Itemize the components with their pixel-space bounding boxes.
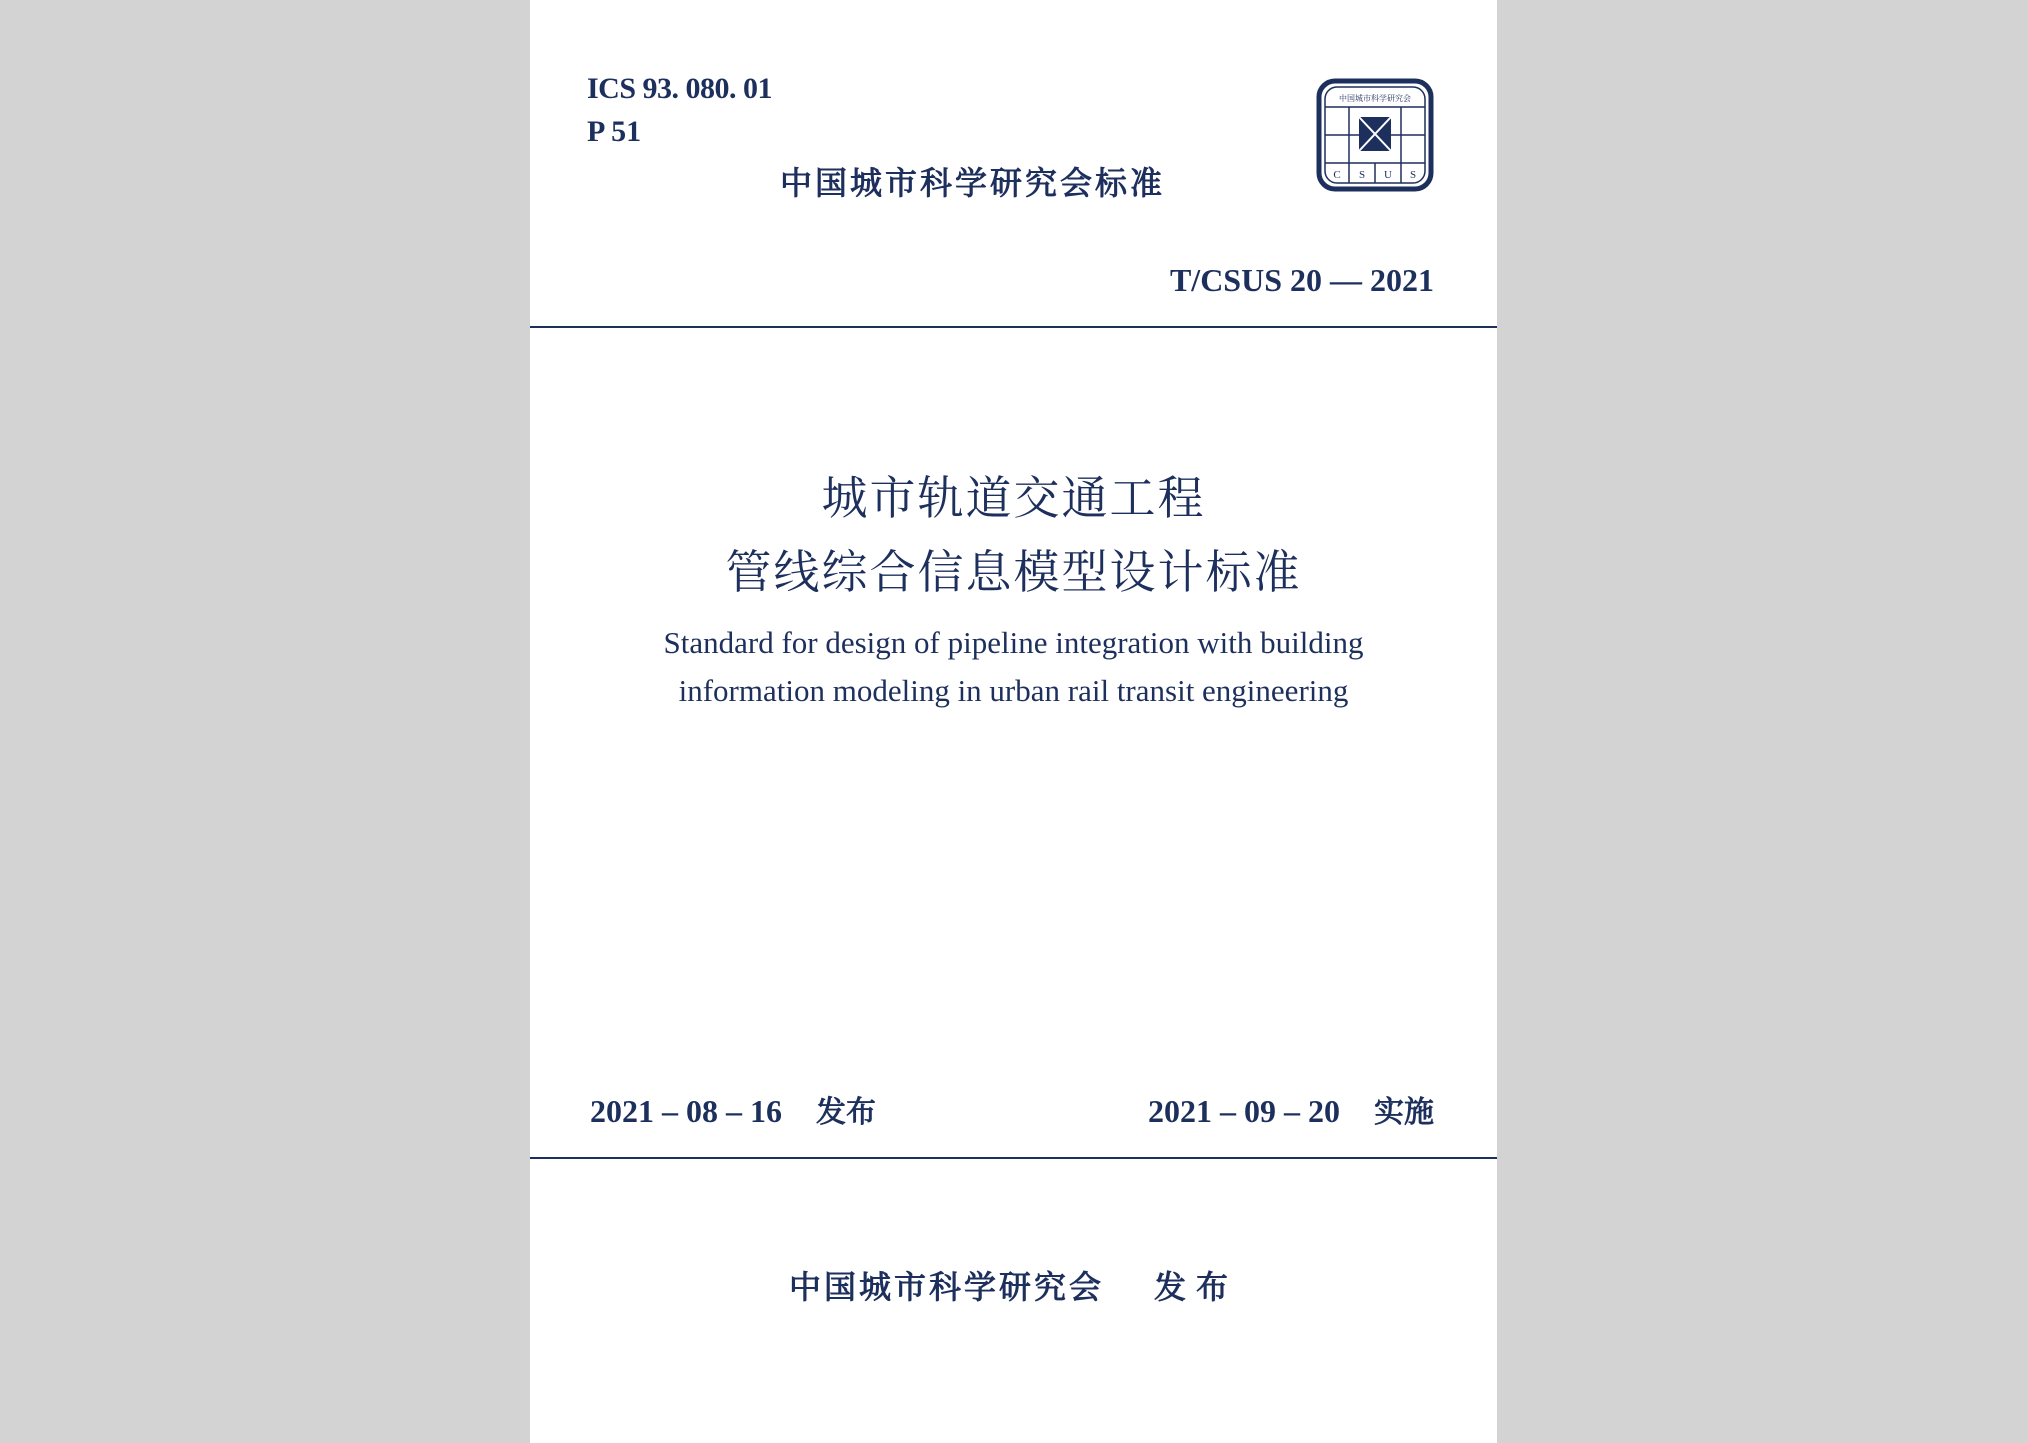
top-divider — [530, 326, 1497, 328]
standard-code: T/CSUS 20 — 2021 — [1169, 262, 1434, 298]
logo-letter-u: U — [1384, 169, 1392, 181]
logo-letter-c: C — [1333, 169, 1341, 181]
title-cn-line2: 管线综合信息模型设计标准 — [725, 545, 1302, 599]
implementation-label: 实施 — [1374, 1095, 1434, 1130]
issue-label: 发布 — [816, 1095, 876, 1130]
logo-top-text: 中国城市科学研究会 — [1339, 94, 1411, 103]
logo-letter-s: S — [1358, 169, 1366, 181]
implementation-date: 2021 – 09 – 20 — [1148, 1093, 1340, 1129]
org-standard-heading: 中国城市科学研究会标准 — [780, 164, 1166, 202]
csus-logo — [1315, 75, 1435, 195]
bottom-divider — [530, 1157, 1497, 1159]
ics-code: ICS 93. 080. 01 — [587, 72, 773, 105]
title-en-line2: information modeling in urban rail transit engineering — [678, 673, 1349, 708]
document-cover-page — [530, 0, 1497, 1443]
publish-label: 发布 — [1154, 1268, 1239, 1306]
issue-date-block — [590, 1087, 876, 1131]
title-en-line1: Standard for design of pipeline integration with building — [663, 625, 1364, 660]
ccs-code: P 51 — [587, 115, 642, 148]
publisher-name: 中国城市科学研究会 — [788, 1268, 1104, 1306]
title-cn-line1: 城市轨道交通工程 — [821, 471, 1206, 525]
implementation-date-block — [1148, 1087, 1434, 1131]
issue-date: 2021 – 08 – 16 — [590, 1093, 782, 1129]
publisher-line — [530, 1262, 1497, 1308]
logo-letter-s2: S — [1409, 169, 1417, 181]
